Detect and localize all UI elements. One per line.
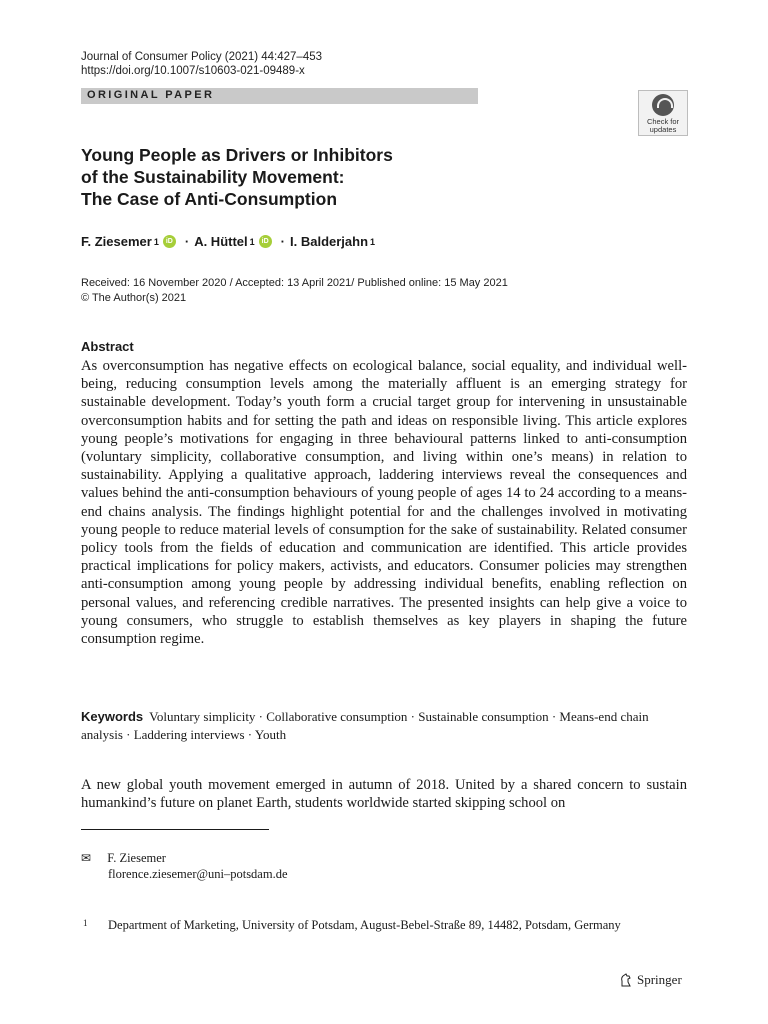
check-for-updates-text: Check for updates bbox=[646, 117, 680, 134]
crossmark-icon bbox=[652, 94, 674, 116]
article-title bbox=[81, 144, 501, 210]
publication-dates bbox=[81, 276, 508, 306]
title-line-2: of the Sustainability Movement: bbox=[81, 167, 345, 187]
author-separator: · bbox=[280, 234, 285, 249]
orcid-icon[interactable]: iD bbox=[163, 235, 176, 248]
history-dates: Received: 16 November 2020 / Accepted: 13 April 2021/ Published online: 15 May 2021 bbox=[81, 277, 508, 289]
check-for-updates-badge[interactable] bbox=[638, 90, 688, 136]
author-list bbox=[81, 234, 375, 249]
journal-header bbox=[81, 50, 322, 78]
title-line-3: The Case of Anti-Consumption bbox=[81, 189, 338, 209]
title-line-1: Young People as Drivers or Inhibitors bbox=[81, 145, 393, 165]
article-type-banner bbox=[81, 88, 478, 104]
affiliation-block bbox=[81, 917, 661, 933]
author-name[interactable]: I. Balderjahn bbox=[290, 234, 369, 249]
body-paragraph: A new global youth movement emerged in autumn of 2018. United by a shared concern to sustain humankind’s future on planet Earth, students worldwide started skipping school on bbox=[81, 777, 687, 812]
corresponding-author: F. Ziesemer bbox=[107, 851, 166, 865]
author-separator: · bbox=[184, 234, 190, 249]
author-affiliation-mark: 1 bbox=[370, 236, 376, 247]
springer-horse-icon bbox=[619, 973, 632, 987]
author-affiliation-mark: 1 bbox=[249, 236, 255, 247]
corresponding-email[interactable]: florence.ziesemer@uni–potsdam.de bbox=[108, 867, 288, 881]
keywords-text: Voluntary simplicity · Collaborative consumption · Sustainable consumption · Means-end chain analysis · Laddering interviews · Youth bbox=[81, 709, 649, 742]
author-affiliation-mark: 1 bbox=[153, 236, 159, 247]
abstract-text: As overconsumption has negative effects on ecological balance, social equality, and individual well-being, reducing consumption levels among the materially affluent is an emerging strategy for sustainable development. Today’s youth form a crucial target group for intervening in unsustainable overconsumption habits and for setting the path and ideas on responsible living. This article explores young people’s motivations for engaging in three behavioural patterns linked to anti-consumption (voluntary simplicity, collaborative consumption, and living within one’s means) in relation to sustainability. Applying a qualitative approach, laddering interviews reveal the consequences and values behind the anti-consumption behaviours of young people of ages 14 to 24 according to a means-end chains analysis. The findings highlight potential for and the challenges involved in motivating young people to reduce material levels of consumption for the sake of sustainability. Related consumer policy tools from the fields of education and communication are identified. This article provides practical implications for policy makers, activists, and educators. Consumer policies may strengthen anti-consumption among young people by addressing individual benefits, enabling reflection on personal values, and referencing credible narratives. The presented insights can help give a voice to young consumers, who struggle to establish themselves as key players in shaping the future consumption regime. bbox=[81, 358, 687, 648]
keywords-heading: Keywords bbox=[81, 709, 144, 724]
keywords-block bbox=[81, 708, 687, 744]
journal-citation: Journal of Consumer Policy (2021) 44:427–453 bbox=[81, 51, 323, 63]
affiliation-text: Department of Marketing, University of Potsdam, August-Bebel-Straße 89, 14482, Potsdam, Germany bbox=[108, 918, 621, 932]
affiliation-number: 1 bbox=[83, 918, 88, 928]
copyright-line: © The Author(s) 2021 bbox=[81, 292, 187, 304]
correspondence-block bbox=[81, 850, 288, 882]
orcid-icon[interactable]: iD bbox=[259, 235, 272, 248]
abstract-heading: Abstract bbox=[81, 339, 134, 354]
publisher-name: Springer bbox=[637, 972, 682, 987]
envelope-icon: ✉ bbox=[81, 851, 92, 865]
doi-link[interactable]: https://doi.org/10.1007/s10603-021-09489-x bbox=[81, 65, 305, 77]
author-name[interactable]: F. Ziesemer bbox=[81, 234, 152, 249]
footnote-rule bbox=[81, 829, 269, 830]
publisher-logo bbox=[619, 972, 682, 988]
author-name[interactable]: A. Hüttel bbox=[194, 234, 248, 249]
article-type-label: ORIGINAL PAPER bbox=[87, 89, 215, 101]
